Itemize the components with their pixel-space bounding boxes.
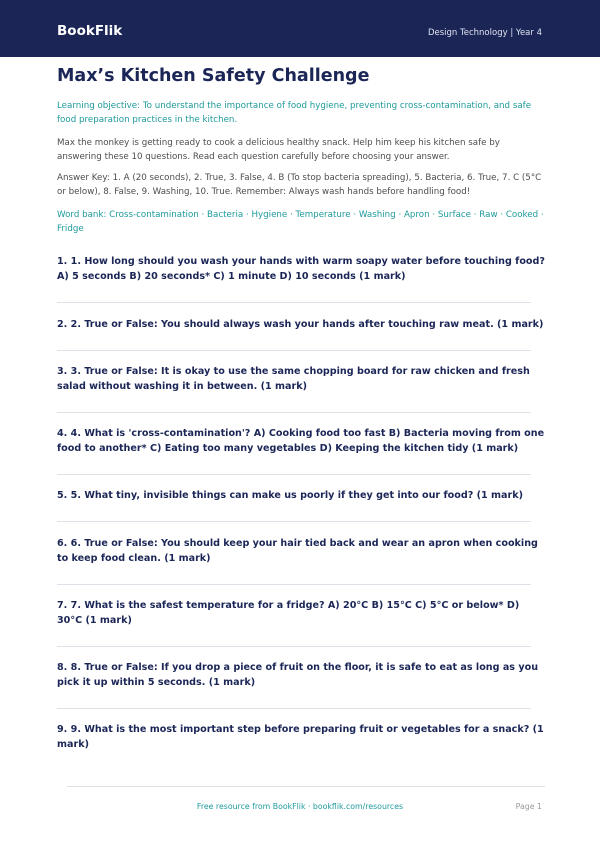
question-3: 3. 3. True or False: It is okay to use the same chopping board for raw chicken and fresh salad without washing it in between. (1 mark) — [57, 366, 530, 392]
word-bank: Word bank: Cross-contamination · Bacteria · Hygiene · Temperature · Washing · Apron · Surface · Raw · Cooked · Fridge — [57, 210, 544, 234]
footer-divider — [67, 786, 545, 787]
page-header — [0, 0, 600, 57]
question-5: 5. 5. What tiny, invisible things can make us poorly if they get into our food? (1 mark) — [57, 490, 523, 501]
learning-objective: Learning objective: To understand the importance of food hygiene, preventing cross-contamination, and safe food preparation practices in the kitchen. — [57, 101, 532, 125]
question-2: 2. 2. True or False: You should always wash your hands after touching raw meat. (1 mark) — [57, 319, 544, 330]
intro-text: Max the monkey is getting ready to cook a delicious healthy snack. Help him keep his kitchen safe by answering these 10 questions. Read each question carefully before choosing your answer. — [57, 138, 500, 162]
question-7: 7. 7. What is the safest temperature for a fridge? A) 20°C B) 15°C C) 5°C or below* D) 30°C (1 mark) — [57, 600, 520, 626]
answer-line — [57, 521, 531, 522]
answer-line — [57, 302, 531, 303]
question-9: 9. 9. What is the most important step before preparing fruit or vegetables for a snack? (1 mark) — [57, 724, 544, 750]
question-1: 1. 1. How long should you wash your hands with warm soapy water before touching food? A) 5 seconds B) 20 seconds* C) 1 minute D) 10 seconds (1 mark) — [57, 256, 545, 282]
worksheet-title: Max’s Kitchen Safety Challenge — [57, 66, 370, 86]
answer-line — [57, 646, 531, 647]
question-8: 8. 8. True or False: If you drop a piece of fruit on the floor, it is safe to eat as long as you pick it up within 5 seconds. (1 mark) — [57, 662, 539, 688]
answer-line — [57, 708, 531, 709]
answer-line — [57, 474, 531, 475]
page-number: Page 1 — [515, 802, 542, 811]
question-6: 6. 6. True or False: You should keep your hair tied back and wear an apron when cooking to keep food clean. (1 mark) — [57, 538, 538, 564]
question-4: 4. 4. What is 'cross-contamination'? A) Cooking food too fast B) Bacteria moving from one food to another* C) Eating too many vegetables D) Keeping the kitchen tidy (1 mark) — [57, 428, 545, 454]
footer-credit: Free resource from BookFlik · bookflik.com/resources — [196, 802, 404, 811]
answer-key: Answer Key: 1. A (20 seconds), 2. True, 3. False, 4. B (To stop bacteria spreading), 5. Bacteria, 6. True, 7. C (5°C or below), 8. False, 9. Washing, 10. True. Remember: Always wash hands before handling food! — [57, 173, 542, 197]
answer-line — [57, 412, 531, 413]
answer-line — [57, 584, 531, 585]
subject-year-label: Design Technology | Year 4 — [427, 28, 542, 38]
answer-line — [57, 350, 531, 351]
brand-logo: BookFlik — [57, 23, 123, 39]
